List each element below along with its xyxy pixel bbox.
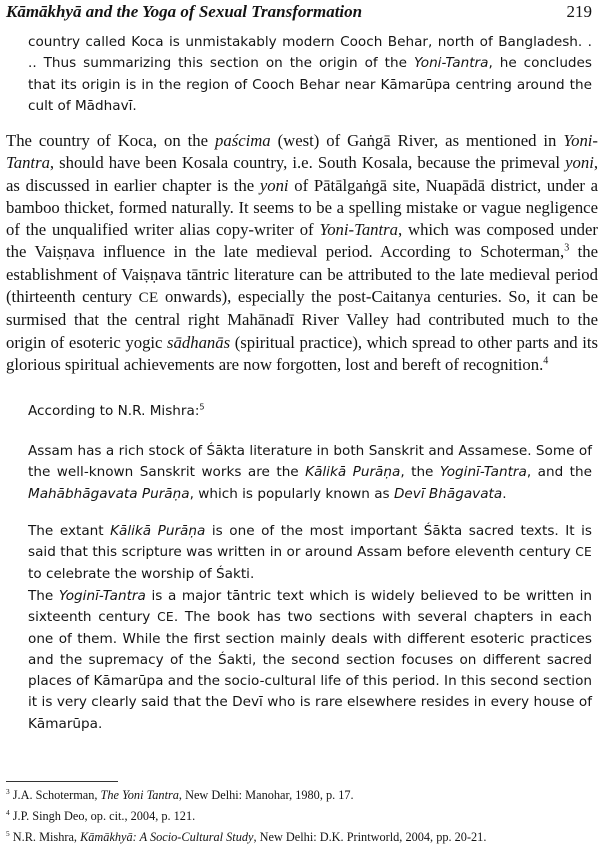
footnote-divider bbox=[6, 781, 118, 782]
footnote: $^3$ J.A. Schoterman, The Yoni Tantra, New Delhi: Manohar, 1980, p. 17. bbox=[6, 786, 354, 802]
block-quote-paragraph: The Yoginī-Tantra is a major tāntric text which is widely believed to be written in sixteenth century CE. The book has two sections with several chapters in each one of them. While the first section mainly deals with different esoteric practices and the supremacy of the Śakti, the second section focuses on different sacred places of Kāmarūpa and the socio-cultural life of this period. In this second section it is very clearly said that the Devī who is rare elsewhere resides in every house of Kāmarūpa. bbox=[28, 588, 592, 732]
block-quote-continued: country called Koca is unmistakably modern Cooch Behar, north of Bangladesh. . .. Thus summarizing this section on the origin of the Yoni-Tantra, he concludes that its origin is in the region of Cooch Behar near Kāmarūpa centring around the cult of Mādhavī. bbox=[28, 34, 593, 114]
block-quote-paragraph: Assam has a rich stock of Śākta literature in both Sanskrit and Assamese. Some of the well-known Sanskrit works are the Kālikā Purāṇa, the Yoginī-Tantra, and the Mahābhāgavata Purāṇa, which is popularly known as Devī Bhāgavata. bbox=[28, 443, 592, 502]
block-quote-paragraph: The extant Kālikā Purāṇa is one of the most important Śākta sacred texts. It is said that this scripture was written in or around Assam before eleventh century CE to celebrate the worship of Śakti. bbox=[28, 523, 592, 582]
quote-introduction: According to N.R. Mishra:$^5$ bbox=[28, 401, 205, 419]
footnote: $^4$ J.P. Singh Deo, op. cit., 2004, p. 121. bbox=[6, 807, 196, 823]
running-head bbox=[6, 2, 592, 26]
running-head-title: Kāmākhyā and the Yoga of Sexual Transformation bbox=[6, 2, 363, 21]
footnote: $^5$ N.R. Mishra, Kāmākhyā: A Socio-Cultural Study, New Delhi: D.K. Printworld, 2004, pp. 20-21. bbox=[6, 828, 487, 844]
footnote-number: 5 bbox=[6, 828, 10, 838]
footnote-ref-3: 3 bbox=[564, 242, 570, 254]
page-number: 219 bbox=[566, 2, 592, 21]
body-paragraph: The country of Koca, on the paścima (west) of Gaṅgā River, as mentioned in Yoni-Tantra, should have been Kosala country, i.e. South Kosala, because the primeval yoni, as discussed in earlier chapter is the yoni of Pātālgaṅgā site, Nuapādā district, under a bamboo thicket, formed naturally. It seems to be a spelling mistake or vague negligence of the unqualified writer alias copy-writer of Yoni-Tantra, which was composed under the Vaiṣṇava influence in the late medieval period. According to Schoterman,$^3$ the establishment of Vaiṣṇava tāntric literature can be attributed to the late medieval period (thirteenth century CE onwards), especially the post-Caitanya centuries. So, it can be surmised that the central right Mahānadī River Valley had contributed much to the origin of esoteric yogic sādhanās (spiritual practice), which spread to other parts and its glorious spiritual achievements are now forgotten, lost and bereft of recognition.$^4$ bbox=[6, 131, 598, 374]
footnote-ref-5: 5 bbox=[199, 401, 205, 412]
footnote-number: 3 bbox=[6, 786, 10, 796]
footnote-number: 4 bbox=[6, 807, 10, 817]
footnote-ref-4: 4 bbox=[543, 355, 549, 367]
